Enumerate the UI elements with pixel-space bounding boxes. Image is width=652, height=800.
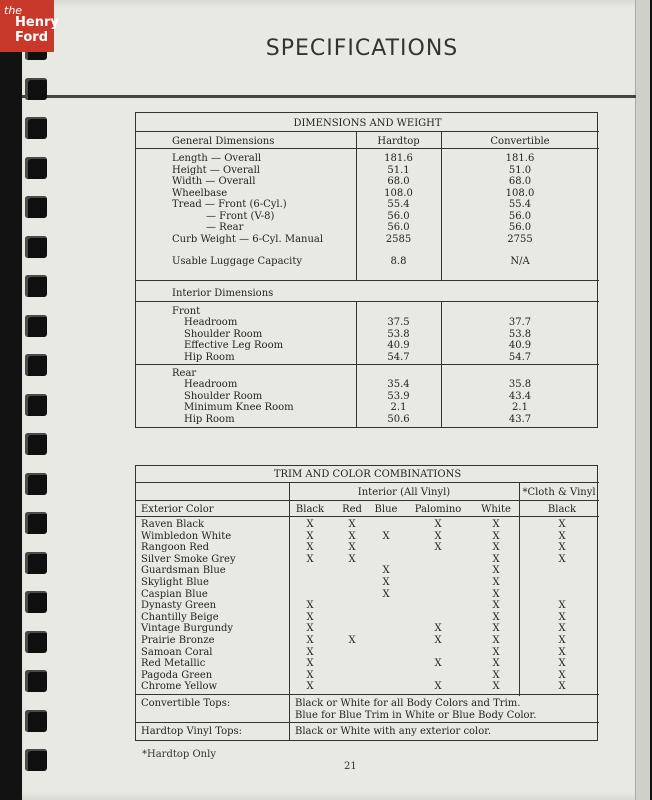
binding-ring xyxy=(25,394,47,416)
binding-ring xyxy=(25,552,47,574)
availability-mark: X xyxy=(348,635,356,646)
dimension-label: Hip Room xyxy=(184,351,235,363)
binding-ring xyxy=(25,631,47,653)
dimensions-heading: DIMENSIONS AND WEIGHT xyxy=(293,118,442,129)
cloth-column-header: Black xyxy=(547,504,577,515)
convertible-value: N/A xyxy=(510,256,530,267)
availability-mark: X xyxy=(434,658,442,670)
binding-ring xyxy=(25,196,47,218)
convertible-value: 68.0 xyxy=(508,176,532,187)
availability-mark: X xyxy=(348,542,356,554)
convertible-value: 181.6 xyxy=(505,153,535,164)
availability-mark: X xyxy=(492,658,500,670)
dimension-label: Curb Weight — 6-Cyl. Manual xyxy=(172,233,324,245)
hardtop-value: 35.4 xyxy=(387,379,410,390)
binding-ring xyxy=(25,78,47,100)
availability-mark: X xyxy=(434,542,442,554)
header-rule xyxy=(22,95,636,98)
interior-heading: Interior Dimensions xyxy=(172,288,274,299)
availability-mark: X xyxy=(492,577,500,588)
availability-mark: X xyxy=(492,681,500,693)
availability-mark: X xyxy=(306,669,314,681)
spec-page xyxy=(22,0,650,800)
hardtop-value: 37.5 xyxy=(387,317,410,328)
binding-ring xyxy=(25,117,47,139)
availability-mark: X xyxy=(492,623,500,635)
divider xyxy=(136,694,599,695)
dimension-label: Effective Leg Room xyxy=(184,340,284,351)
availability-mark: X xyxy=(382,577,390,588)
exterior-color: Caspian Blue xyxy=(141,588,208,600)
availability-mark: X xyxy=(306,530,314,542)
exterior-color: Raven Black xyxy=(141,519,205,530)
availability-mark: X xyxy=(306,623,314,635)
convertible-value: 54.7 xyxy=(508,351,532,363)
availability-mark: X xyxy=(434,519,442,530)
availability-mark: X xyxy=(558,530,566,542)
column-header: Hardtop xyxy=(377,136,420,147)
column-header: General Dimensions xyxy=(172,136,275,147)
column-divider xyxy=(289,694,290,740)
dimension-label: Width — Overall xyxy=(172,176,256,187)
dimension-label: Length — Overall xyxy=(172,153,262,164)
availability-mark: X xyxy=(434,623,442,635)
availability-mark: X xyxy=(558,635,566,646)
availability-mark: X xyxy=(492,565,500,577)
page-number: 21 xyxy=(344,761,357,772)
convertible-tops-text: Blue for Blue Trim in White or Blue Body Color. xyxy=(295,710,537,721)
convertible-value: 37.7 xyxy=(508,317,532,328)
divider xyxy=(136,500,599,501)
exterior-color: Rangoon Red xyxy=(141,542,210,554)
availability-mark: X xyxy=(492,553,500,565)
convertible-value: 56.0 xyxy=(508,210,532,222)
availability-mark: X xyxy=(434,635,442,646)
dimension-label: Wheelbase xyxy=(172,187,228,199)
convertible-value: 35.8 xyxy=(508,379,532,390)
exterior-color: Chantilly Beige xyxy=(141,611,219,623)
availability-mark: X xyxy=(558,600,566,612)
exterior-color: Wimbledon White xyxy=(141,530,232,542)
convertible-value: 43.7 xyxy=(508,413,532,425)
convertible-value: 56.0 xyxy=(508,222,532,233)
availability-mark: X xyxy=(348,553,356,565)
divider xyxy=(136,131,599,132)
availability-mark: X xyxy=(558,623,566,635)
binding-ring xyxy=(25,433,47,455)
dimension-label: Tread — Front (6-Cyl.) xyxy=(172,199,287,210)
availability-mark: X xyxy=(382,565,390,577)
binding-ring xyxy=(25,354,47,376)
dimensions-table xyxy=(135,112,598,428)
availability-mark: X xyxy=(492,588,500,600)
availability-mark: X xyxy=(558,553,566,565)
exterior-color: Guardsman Blue xyxy=(141,565,226,577)
dimension-label: Headroom xyxy=(184,379,238,390)
henry-ford-logo xyxy=(0,0,59,52)
availability-mark: X xyxy=(558,669,566,681)
logo-the: the xyxy=(4,4,23,17)
hardtop-value: 40.9 xyxy=(387,340,410,351)
binding-ring xyxy=(25,275,47,297)
convertible-value: 2.1 xyxy=(512,402,528,413)
hardtop-value: 51.1 xyxy=(387,164,410,176)
availability-mark: X xyxy=(306,681,314,693)
availability-mark: X xyxy=(558,681,566,693)
availability-mark: X xyxy=(558,646,566,658)
availability-mark: X xyxy=(306,600,314,612)
availability-mark: X xyxy=(492,519,500,530)
availability-mark: X xyxy=(348,530,356,542)
dimension-label: Hip Room xyxy=(184,413,235,425)
availability-mark: X xyxy=(558,542,566,554)
convertible-value: 55.4 xyxy=(508,199,532,210)
divider xyxy=(136,280,599,281)
divider xyxy=(136,148,599,149)
availability-mark: X xyxy=(434,681,442,693)
hardtop-value: 50.6 xyxy=(387,413,410,425)
hardtop-value: 2585 xyxy=(385,233,412,245)
page-edge xyxy=(635,0,650,800)
trim-heading: TRIM AND COLOR COMBINATIONS xyxy=(273,469,462,480)
trim-color-table xyxy=(135,465,598,741)
availability-mark: X xyxy=(306,519,314,530)
divider xyxy=(136,516,599,517)
availability-mark: X xyxy=(492,611,500,623)
binding-ring xyxy=(25,473,47,495)
binding-ring xyxy=(25,591,47,613)
availability-mark: X xyxy=(558,519,566,530)
exterior-color: Samoan Coral xyxy=(141,646,213,658)
hardtop-value: 2.1 xyxy=(390,402,407,413)
column-header: Convertible xyxy=(490,136,550,147)
availability-mark: X xyxy=(306,553,314,565)
exterior-color: Dynasty Green xyxy=(141,600,217,612)
hardtop-value: 53.8 xyxy=(387,328,410,340)
availability-mark: X xyxy=(306,646,314,658)
convertible-tops-text: Black or White for all Body Colors and Trim. xyxy=(295,698,521,709)
spiral-binding xyxy=(0,0,60,800)
interior-column-header: Palomino xyxy=(414,504,462,515)
dimension-label: Usable Luggage Capacity xyxy=(172,256,303,267)
interior-column-header: Blue xyxy=(374,504,398,515)
exterior-color: Silver Smoke Grey xyxy=(141,553,236,565)
hardtop-value: 53.9 xyxy=(387,390,410,402)
cloth-header: *Cloth & Vinyl xyxy=(522,487,596,498)
availability-mark: X xyxy=(492,635,500,646)
binding-ring xyxy=(25,710,47,732)
availability-mark: X xyxy=(348,519,356,530)
convertible-tops-label: Convertible Tops: xyxy=(141,698,231,709)
logo-ford: Ford xyxy=(15,30,49,45)
availability-mark: X xyxy=(306,635,314,646)
binding-ring xyxy=(25,315,47,337)
availability-mark: X xyxy=(382,530,390,542)
hardtop-value: 108.0 xyxy=(384,187,413,199)
hardtop-value: 54.7 xyxy=(387,351,410,363)
interior-column-header: Black xyxy=(295,504,325,515)
convertible-value: 43.4 xyxy=(508,390,532,402)
convertible-value: 40.9 xyxy=(508,340,532,351)
divider xyxy=(136,722,599,723)
hardtop-value: 55.4 xyxy=(387,199,410,210)
dimension-label: — Rear xyxy=(206,222,244,233)
availability-mark: X xyxy=(492,669,500,681)
hardtop-value: 8.8 xyxy=(390,256,407,267)
dimension-label: Height — Overall xyxy=(172,164,260,176)
dimension-label: Shoulder Room xyxy=(184,390,263,402)
dimension-label: — Front (V-8) xyxy=(206,210,275,222)
binding-ring xyxy=(25,670,47,692)
convertible-value: 2755 xyxy=(507,233,533,245)
divider xyxy=(136,301,599,302)
exterior-color: Chrome Yellow xyxy=(141,681,218,693)
binding-ring xyxy=(25,749,47,771)
page-title: SPECIFICATIONS xyxy=(265,36,459,61)
logo-henry: Henry xyxy=(15,15,59,30)
rear-label: Rear xyxy=(172,368,197,379)
availability-mark: X xyxy=(306,611,314,623)
interior-column-header: Red xyxy=(342,504,362,515)
exterior-color: Prairie Bronze xyxy=(141,635,215,646)
hardtop-value: 181.6 xyxy=(384,153,413,164)
divider xyxy=(136,482,599,483)
availability-mark: X xyxy=(492,646,500,658)
availability-mark: X xyxy=(492,530,500,542)
availability-mark: X xyxy=(434,530,442,542)
front-label: Front xyxy=(172,306,201,317)
hardtop-tops-label: Hardtop Vinyl Tops: xyxy=(141,726,243,737)
availability-mark: X xyxy=(306,658,314,670)
divider xyxy=(136,364,599,365)
availability-mark: X xyxy=(492,542,500,554)
convertible-value: 53.8 xyxy=(508,328,532,340)
exterior-color: Pagoda Green xyxy=(141,669,213,681)
convertible-value: 108.0 xyxy=(505,187,535,199)
binding-ring xyxy=(25,236,47,258)
hardtop-value: 56.0 xyxy=(387,210,410,222)
footnote: *Hardtop Only xyxy=(142,749,216,760)
exterior-color: Skylight Blue xyxy=(141,577,209,588)
interior-column-header: White xyxy=(481,504,511,515)
dimension-label: Headroom xyxy=(184,317,238,328)
hardtop-value: 68.0 xyxy=(387,176,410,187)
availability-mark: X xyxy=(558,611,566,623)
dimension-label: Shoulder Room xyxy=(184,328,263,340)
availability-mark: X xyxy=(306,542,314,554)
availability-mark: X xyxy=(492,600,500,612)
binding-ring xyxy=(25,512,47,534)
exterior-header: Exterior Color xyxy=(141,504,214,515)
binding-ring xyxy=(25,157,47,179)
availability-mark: X xyxy=(558,658,566,670)
interior-header: Interior (All Vinyl) xyxy=(357,487,451,498)
dimension-label: Minimum Knee Room xyxy=(184,402,294,413)
hardtop-value: 56.0 xyxy=(387,222,410,233)
convertible-value: 51.0 xyxy=(508,164,532,176)
hardtop-tops-text: Black or White with any exterior color. xyxy=(295,726,492,737)
exterior-color: Vintage Burgundy xyxy=(141,623,234,635)
availability-mark: X xyxy=(382,588,390,600)
exterior-color: Red Metallic xyxy=(141,658,206,670)
